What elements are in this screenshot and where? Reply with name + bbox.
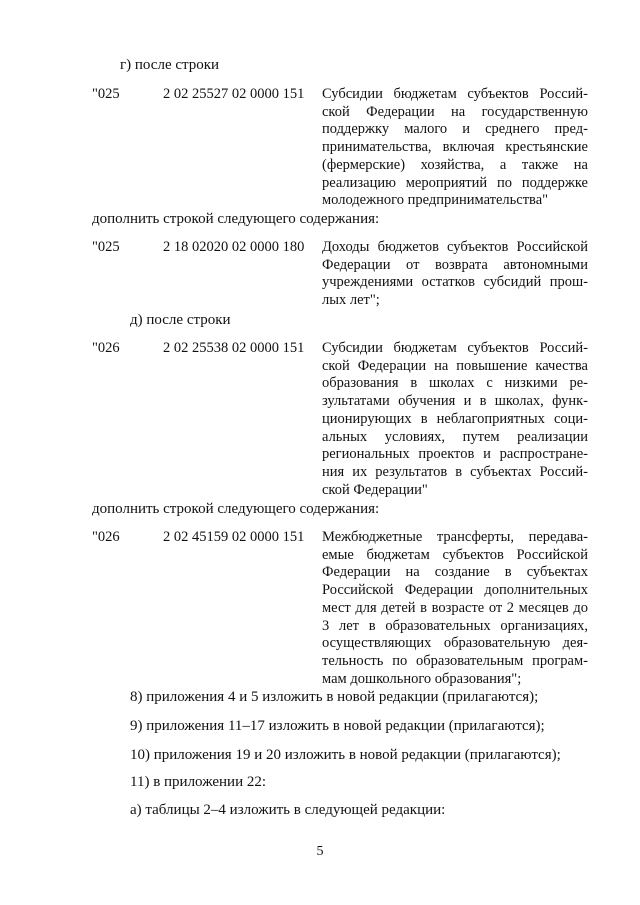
page-number: 5	[316, 844, 324, 859]
block-d-add-line: 3 лет в образовательных организациях,	[322, 617, 588, 634]
block-d-add-line: мам дошкольного образования";	[322, 670, 522, 687]
block-d-add-line: мест для детей в возрасте от 2 месяцев до	[322, 599, 588, 616]
block-d-add-line: осуществляющих образовательную дея-	[322, 635, 588, 652]
block-g-add-description	[322, 239, 588, 310]
block-d-line: ния их результатов в субъектах Россий-	[322, 463, 588, 480]
block-d-line: ционирующих в неблагоприятных соци-	[322, 410, 588, 427]
block-d-add-heading: дополнить строкой следующего содержания:	[92, 501, 380, 517]
block-g-add-line: учреждениями остатков субсидий прош-	[322, 274, 588, 291]
block-d-kbk: 2 02 25538 02 0000 151	[163, 340, 305, 356]
block-g-description	[322, 86, 588, 210]
block-d-line: ской Федерации"	[322, 481, 428, 498]
block-d-add-description	[322, 529, 588, 688]
block-d-description	[322, 340, 588, 499]
item-11: 11) в приложении 22:	[130, 774, 267, 790]
block-d-line: ской Федерации на повышение качества	[322, 357, 588, 374]
item-8: 8) приложения 4 и 5 изложить в новой редакции (прилагаются);	[130, 689, 539, 705]
block-d-add-line: емые бюджетам субъектов Российской	[322, 546, 588, 563]
block-g-add-line: Федерации от возврата автономными	[322, 256, 588, 273]
block-g-kbk: 2 02 25527 02 0000 151	[163, 86, 305, 102]
block-d-add-line: тельность по образовательным програм-	[322, 652, 588, 669]
block-d-add-code: "026	[92, 529, 120, 545]
block-g-line: (фермерские) хозяйства, а также на	[322, 156, 588, 173]
block-g-line: ской Федерации на государственную	[322, 103, 588, 120]
block-d-line: Субсидии бюджетам субъектов Россий-	[322, 340, 588, 356]
block-d-line: региональных проектов и распростране-	[322, 446, 588, 463]
block-g-line: поддержку малого и среднего пред-	[322, 121, 588, 138]
block-d-add-line: Межбюджетные трансферты, передава-	[322, 529, 588, 545]
block-g-add-heading: дополнить строкой следующего содержания:	[92, 211, 380, 227]
block-g-add-line: Доходы бюджетов субъектов Российской	[322, 239, 588, 255]
block-g-line: принимательства, включая крестьянские	[322, 139, 588, 156]
block-d-add-line: Федерации на создание в субъектах	[322, 564, 588, 581]
block-g-add-line: лых лет";	[322, 292, 380, 309]
block-g-heading: г) после строки	[120, 57, 220, 73]
block-d-add-line: Российской Федерации дополнительных	[322, 582, 588, 599]
block-d-line: альных условиях, путем реализации	[322, 428, 588, 445]
block-g-add-code: "025	[92, 239, 120, 255]
item-10: 10) приложения 19 и 20 изложить в новой редакции (прилагаются);	[130, 747, 561, 763]
block-g-line: молодежного предпринимательства"	[322, 192, 549, 209]
block-g-code: "025	[92, 86, 120, 102]
block-g-add-kbk: 2 18 02020 02 0000 180	[163, 239, 305, 255]
item-11-a: а) таблицы 2–4 изложить в следующей редакции:	[130, 802, 446, 818]
block-g-line: Субсидии бюджетам субъектов Россий-	[322, 86, 588, 102]
block-d-heading: д) после строки	[130, 312, 231, 328]
block-g-line: реализацию мероприятий по поддержке	[322, 174, 588, 191]
block-d-add-kbk: 2 02 45159 02 0000 151	[163, 529, 305, 545]
block-d-line: зультатами обучения и в школах, функ-	[322, 393, 588, 410]
block-d-code: "026	[92, 340, 120, 356]
block-d-line: образования в школах с низкими ре-	[322, 375, 588, 392]
item-9: 9) приложения 11–17 изложить в новой редакции (прилагаются);	[130, 718, 545, 734]
